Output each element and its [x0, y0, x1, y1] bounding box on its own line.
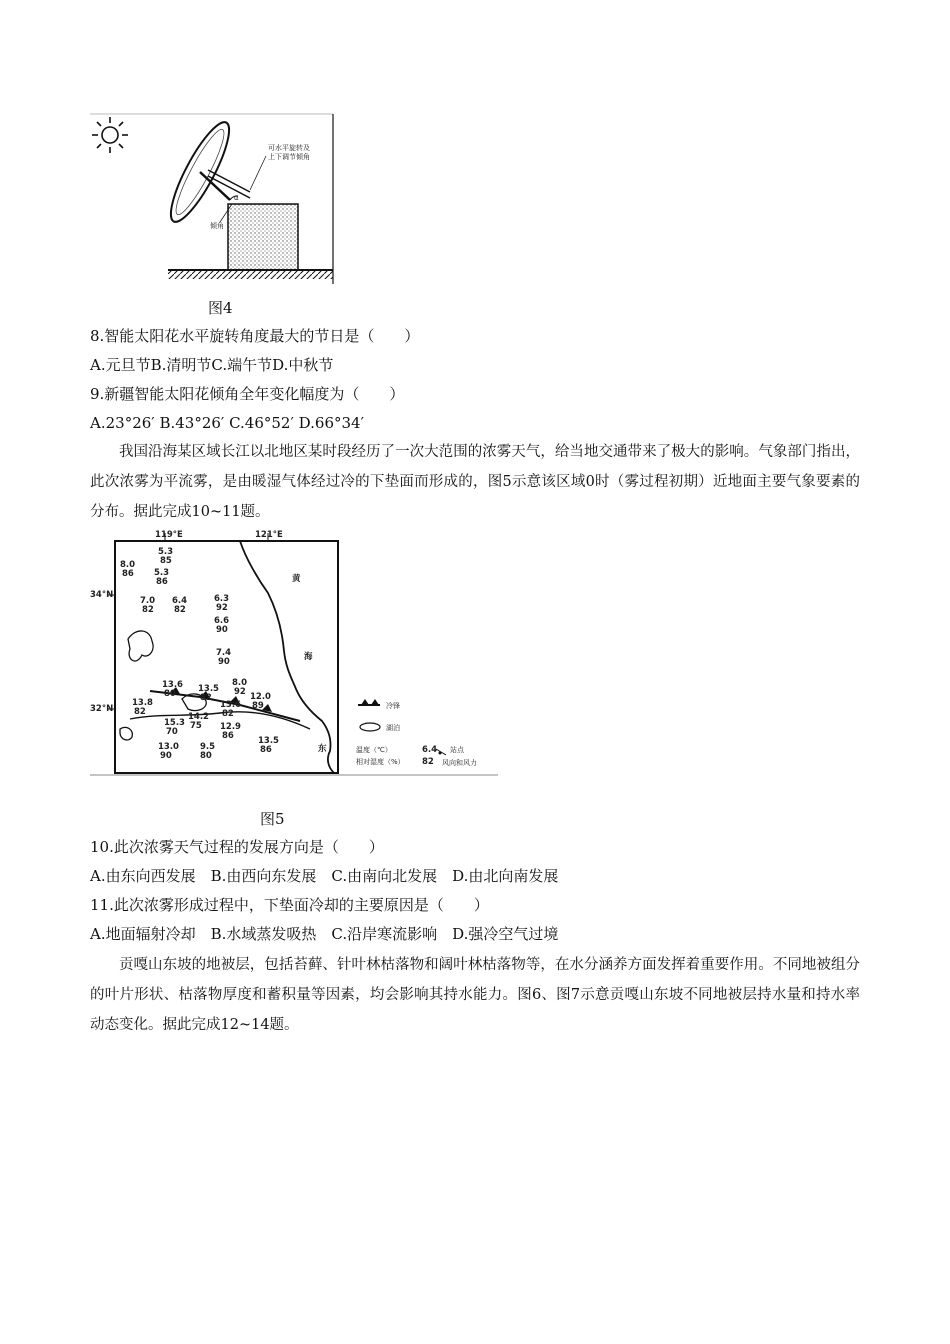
legend-lake-label: 湖泊: [386, 724, 400, 732]
figure-5-caption: 图5: [260, 810, 285, 828]
svg-text:89: 89: [252, 701, 264, 711]
lon-119-label: 119°E: [155, 530, 183, 540]
question-10-options: A.由东向西发展 B.由西向东发展 C.由南向北发展 D.由北向南发展: [90, 867, 559, 885]
station: [120, 560, 135, 579]
svg-text:12.0: 12.0: [250, 692, 271, 702]
svg-text:6.3: 6.3: [214, 594, 230, 604]
sea-label-2: 海: [304, 652, 313, 662]
svg-text:86: 86: [222, 731, 234, 741]
station: [214, 616, 229, 635]
svg-text:12.9: 12.9: [220, 722, 241, 732]
figure-4-caption: 图4: [208, 299, 233, 317]
station: [158, 547, 173, 566]
svg-text:5.3: 5.3: [158, 547, 174, 557]
station: [154, 568, 169, 587]
svg-text:82: 82: [222, 709, 234, 719]
svg-text:90: 90: [160, 751, 172, 761]
svg-text:8.0: 8.0: [232, 678, 248, 688]
passage-gongga: 贡嘎山东坡的地被层，包括苔藓、针叶林枯落物和阔叶林枯落物等，在水分涵养方面发挥着重要作用。不同地被组分的叶片形状、枯落物厚度和蓄积量等因素，均会影响其持水能力。图6、图7示意贡嘎山东坡不同地被层持水量和持水率动态变化。据此完成12~14题。: [90, 957, 860, 1033]
svg-text:70: 70: [166, 727, 178, 737]
svg-text:7.0: 7.0: [140, 596, 156, 606]
svg-text:85: 85: [160, 556, 172, 566]
figure-4-drawing: [90, 112, 340, 290]
svg-text:6.6: 6.6: [214, 616, 230, 626]
svg-text:86: 86: [260, 745, 272, 755]
svg-text:13.6: 13.6: [220, 700, 241, 710]
station: [216, 648, 231, 667]
question-11-stem: 11.此次浓雾形成过程中，下垫面冷却的主要原因是（ ）: [90, 896, 489, 914]
legend-station-label: 站点: [450, 746, 464, 754]
legend-sample-temp: 6.4: [422, 745, 438, 755]
svg-text:14.2: 14.2: [188, 712, 209, 722]
legend-front-label: 冷锋: [386, 702, 400, 710]
lon-121-label: 121°E: [255, 530, 283, 540]
sun-icon: [92, 117, 128, 153]
svg-text:86: 86: [122, 569, 134, 579]
question-9-options: A.23°26′ B.43°26′ C.46°52′ D.66°34′: [90, 414, 364, 432]
figure-5-map: [90, 529, 498, 779]
svg-text:82: 82: [200, 693, 212, 703]
svg-text:13.5: 13.5: [258, 736, 279, 746]
svg-text:5.3: 5.3: [154, 568, 170, 578]
svg-text:8.0: 8.0: [120, 560, 136, 570]
legend-temp-label: 温度（℃）: [356, 746, 392, 754]
figure-4: [90, 112, 340, 290]
svg-text:86: 86: [156, 577, 168, 587]
lat-34-label: 34°N: [90, 590, 114, 600]
svg-text:92: 92: [216, 603, 228, 613]
svg-text:80: 80: [164, 689, 176, 699]
legend-sample-hum: 82: [422, 757, 434, 767]
svg-text:82: 82: [142, 605, 154, 615]
tilt-label: 倾角: [210, 222, 224, 230]
pedestal: [228, 204, 298, 270]
sea-label-3: 东: [318, 744, 327, 754]
question-8-stem: 8.智能太阳花水平旋转角度最大的节日是（ ）: [90, 327, 420, 345]
station: [172, 596, 187, 615]
svg-text:82: 82: [174, 605, 186, 615]
question-8-options: A.元旦节B.清明节C.端午节D.中秋节: [90, 356, 334, 374]
legend-hum-label: 相对湿度（%）: [356, 758, 405, 766]
question-10-stem: 10.此次浓雾天气过程的发展方向是（ ）: [90, 838, 384, 856]
svg-text:13.0: 13.0: [158, 742, 179, 752]
sea-label-1: 黄: [292, 574, 301, 584]
svg-text:13.6: 13.6: [162, 680, 183, 690]
svg-text:13.8: 13.8: [132, 698, 153, 708]
lat-32-label: 32°N: [90, 704, 114, 714]
svg-text:80: 80: [200, 751, 212, 761]
question-11-options: A.地面辐射冷却 B.水域蒸发吸热 C.沿岸寒流影响 D.强冷空气过境: [90, 925, 559, 943]
ground-hatch: [168, 271, 333, 279]
svg-text:82: 82: [134, 707, 146, 717]
svg-text:90: 90: [216, 625, 228, 635]
alpha-label: α: [234, 194, 239, 202]
station: [214, 594, 229, 613]
svg-text:6.4: 6.4: [172, 596, 188, 606]
svg-text:75: 75: [190, 721, 202, 731]
station: [140, 596, 155, 615]
legend-wind-label: 风向和风力: [442, 759, 477, 767]
rotate-label-line1: 可水平旋转及: [268, 144, 310, 152]
rotate-label-line2: 上下调节倾角: [268, 153, 310, 161]
svg-text:9.5: 9.5: [200, 742, 216, 752]
station: [232, 678, 247, 697]
passage-fog: 我国沿海某区域长江以北地区某时段经历了一次大范围的浓雾天气，给当地交通带来了极大的影响。气象部门指出，此次浓雾为平流雾，是由暖湿气体经过冷的下垫面而形成的，图5示意该区域0时（雾过程初期）近地面主要气象要素的分布。据此完成10~11题。: [90, 444, 860, 520]
svg-text:7.4: 7.4: [216, 648, 232, 658]
svg-text:13.5: 13.5: [198, 684, 219, 694]
svg-text:15.3: 15.3: [164, 718, 185, 728]
figure-5: [90, 529, 498, 779]
svg-text:90: 90: [218, 657, 230, 667]
svg-text:92: 92: [234, 687, 246, 697]
question-9-stem: 9.新疆智能太阳花倾角全年变化幅度为（ ）: [90, 385, 405, 403]
